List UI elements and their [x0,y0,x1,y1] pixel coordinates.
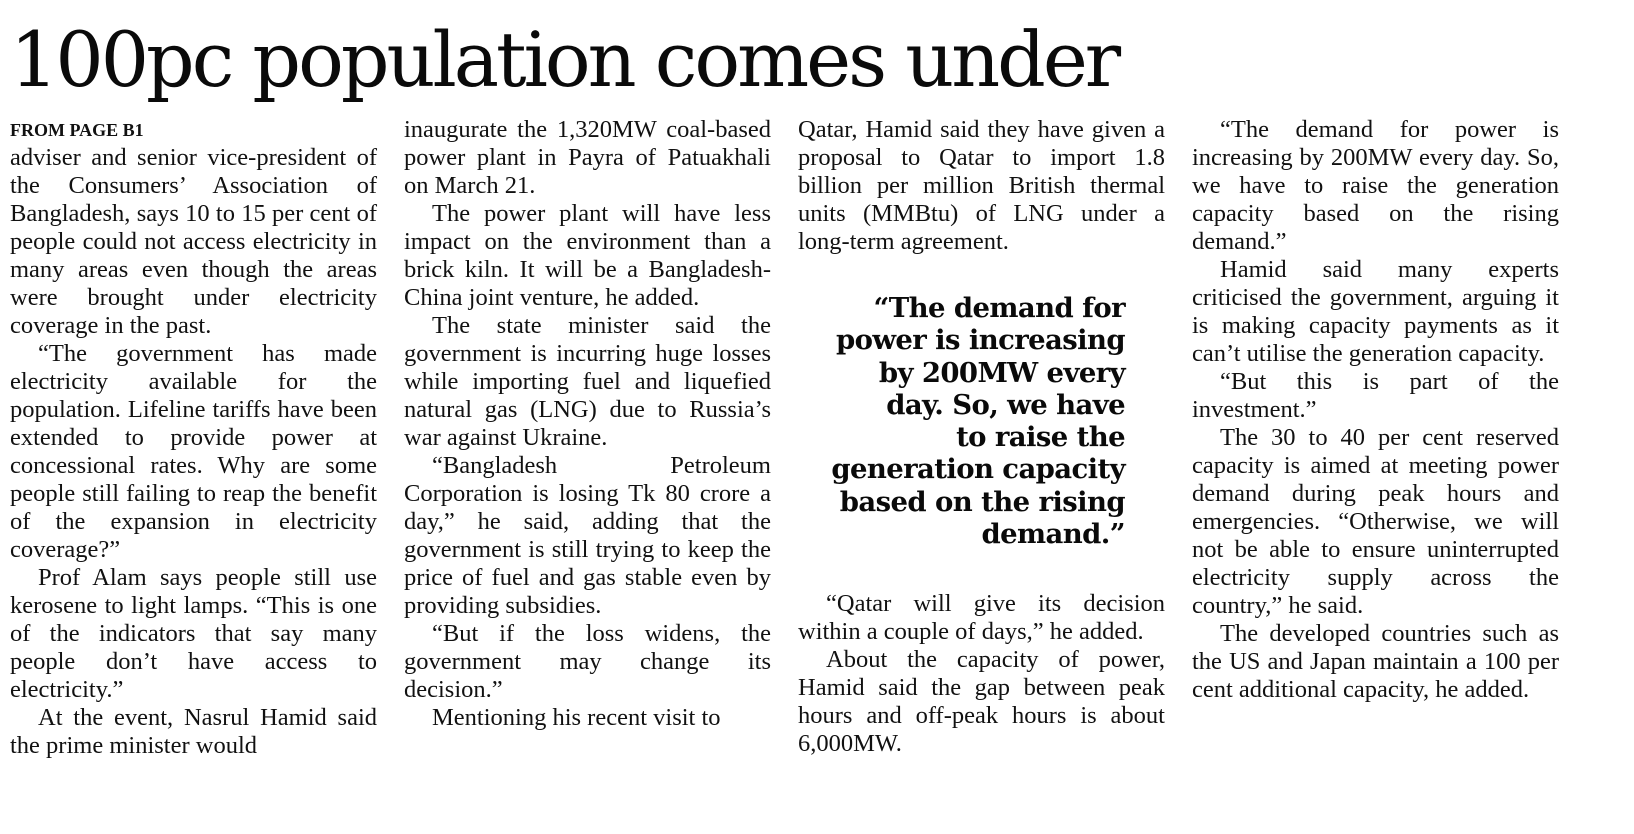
pull-quote [818,292,1125,550]
paragraph: At the event, Nasrul Hamid said the prime minister would [10,704,377,759]
paragraph: The developed countries such as the US and Japan maintain a 100 per cent additional capacity, he added. [1192,620,1559,703]
paragraph: inaugurate the 1,320MW coal-based power plant in Payra of Patuakhali on March 21. [404,116,771,199]
paragraph: The state minister said the government is incurring huge losses while importing fuel and liquefied natural gas (LNG) due to Russia’s war against Ukraine. [404,312,771,451]
paragraph: adviser and senior vice-president of the Consumers’ Association of Bangladesh, says 10 to 15 per cent of people could not access electricity in many areas even though the areas were brought under electricity coverage in the past. [10,144,377,339]
pull-quote-line: by 200MW every [878,356,1125,389]
article-column-2 [404,116,771,732]
paragraph: Qatar, Hamid said they have given a proposal to Qatar to import 1.8 billion per million British thermal units (MMBtu) of LNG under a long-term agreement. [798,116,1165,255]
pull-quote-line: power is increasing [835,324,1125,357]
paragraph: The power plant will have less impact on the environment than a brick kiln. It will be a Bangladesh-China joint venture, he added. [404,200,771,311]
paragraph: “The government has made electricity available for the population. Lifeline tariffs have been extended to provide power at concessional rates. Why are some people still failing to reap the benefit of the expansion in electricity coverage?” [10,340,377,563]
paragraph: Prof Alam says people still use kerosene to light lamps. “This is one of the indicators that say many people don’t have access to electricity.” [10,564,377,703]
paragraph: “But this is part of the investment.” [1192,368,1559,423]
kicker: FROM PAGE B1 [10,120,144,140]
pull-quote-line: demand.” [981,518,1125,551]
paragraph: Mentioning his recent visit to [432,704,721,731]
paragraph: “Qatar will give its decision within a couple of days,” he added. [798,590,1165,646]
article-column-4 [1192,116,1559,704]
paragraph: Hamid said many experts criticised the government, arguing it is making capacity payments as it can’t utilise the generation capacity. [1192,256,1559,367]
pull-quote-line: “The demand for [873,292,1125,324]
pull-quote-line: day. So, we have [886,388,1125,421]
paragraph: The 30 to 40 per cent reserved capacity is aimed at meeting power demand during peak hours and emergencies. “Otherwise, we will not be able to ensure uninterrupted electricity supply across the country,” he said. [1192,424,1559,619]
paragraph: “Bangladesh Petroleum Corporation is losing Tk 80 crore a day,” he said, adding that the government is still trying to keep the price of fuel and gas stable even by providing subsidies. [404,452,771,619]
headline: 100pc population comes under [10,15,1119,104]
paragraph: “But if the loss widens, the government may change its decision.” [404,620,771,703]
article-column-3 [798,116,1165,758]
pull-quote-line: generation capacity [831,453,1125,486]
paragraph: About the capacity of power, Hamid said the gap between peak hours and off-peak hours is about 6,000MW. [798,646,1165,758]
pull-quote-line: based on the rising [839,485,1125,518]
article-column-1 [10,116,377,760]
paragraph: “The demand for power is increasing by 200MW every day. So, we have to raise the generation capacity based on the rising demand.” [1192,116,1559,255]
pull-quote-line: to raise the [956,421,1125,454]
